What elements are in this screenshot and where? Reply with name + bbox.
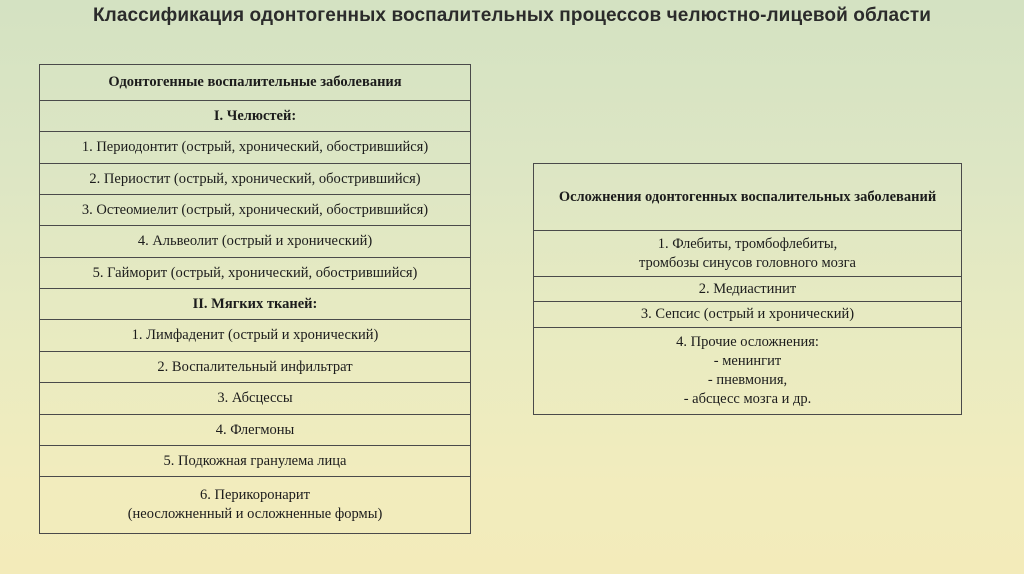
complication-mediastinitis: 2. Медиастинит bbox=[534, 277, 962, 302]
complication-other bbox=[534, 328, 962, 415]
slide-title: Классификация одонтогенных воспалительных процессов челюстно-лицевой области bbox=[92, 5, 932, 26]
jaws-item-osteomyelitis: 3. Остеомиелит (острый, хронический, обострившийся) bbox=[40, 195, 471, 226]
other-line-meningitis: - менингит bbox=[713, 353, 782, 369]
complication-sepsis: 3. Сепсис (острый и хронический) bbox=[534, 302, 962, 328]
complications-table bbox=[533, 163, 962, 415]
jaws-item-periostitis: 2. Периостит (острый, хронический, обострившийся) bbox=[40, 164, 471, 195]
soft-item-infiltrate: 2. Воспалительный инфильтрат bbox=[40, 352, 471, 383]
section-jaws: I. Челюстей: bbox=[40, 101, 471, 132]
complications-table-header: Осложнения одонтогенных воспалительных заболеваний bbox=[534, 164, 962, 231]
soft-item-abscesses: 3. Абсцессы bbox=[40, 383, 471, 415]
complication-phlebitis bbox=[534, 231, 962, 277]
phlebitis-line-2: тромбозы синусов головного мозга bbox=[639, 254, 856, 271]
other-line-brain-abscess: - абсцесс мозга и др. bbox=[683, 391, 812, 407]
soft-item-lymphadenitis: 1. Лимфаденит (острый и хронический) bbox=[40, 320, 471, 352]
jaws-item-periodontitis: 1. Периодонтит (острый, хронический, обострившийся) bbox=[40, 132, 471, 164]
pericoronitis-line-1: 6. Перикоронарит bbox=[199, 487, 311, 503]
diseases-table bbox=[39, 64, 471, 534]
other-line-pneumonia: - пневмония, bbox=[707, 372, 788, 388]
section-soft-tissues: II. Мягких тканей: bbox=[40, 289, 471, 320]
pericoronitis-line-2: (неосложненный и осложненные формы) bbox=[127, 506, 383, 522]
soft-item-pericoronitis bbox=[40, 477, 471, 534]
soft-item-granuloma: 5. Подкожная гранулема лица bbox=[40, 446, 471, 477]
soft-item-phlegmons: 4. Флегмоны bbox=[40, 415, 471, 446]
jaws-item-alveolitis: 4. Альвеолит (острый и хронический) bbox=[40, 226, 471, 258]
jaws-item-sinusitis: 5. Гайморит (острый, хронический, обострившийся) bbox=[40, 258, 471, 289]
phlebitis-line-1: 1. Флебиты, тромбофлебиты, bbox=[657, 235, 838, 252]
other-line-1: 4. Прочие осложнения: bbox=[676, 334, 819, 350]
diseases-table-header: Одонтогенные воспалительные заболевания bbox=[40, 65, 471, 101]
